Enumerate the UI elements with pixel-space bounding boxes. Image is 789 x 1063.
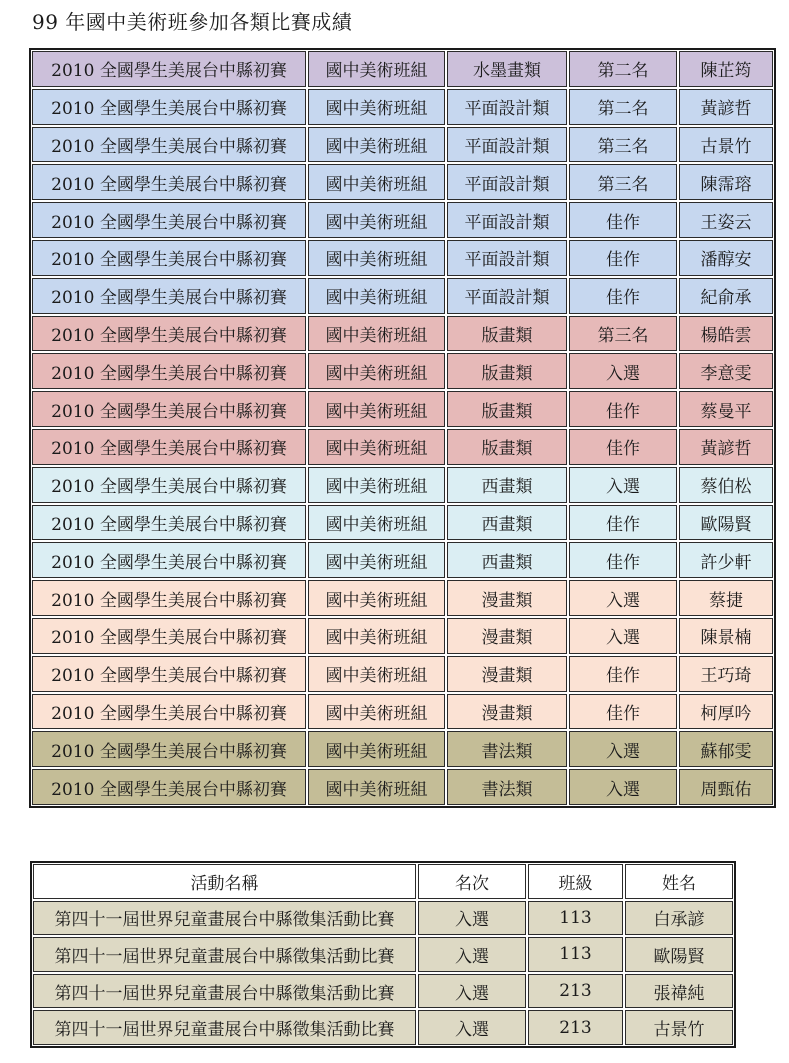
cell-contest: 2010 全國學生美展台中縣初賽 bbox=[31, 693, 307, 731]
cell-group: 國中美術班組 bbox=[307, 768, 446, 806]
table-row bbox=[31, 655, 774, 693]
cell-contest: 2010 全國學生美展台中縣初賽 bbox=[31, 163, 307, 201]
table-row bbox=[31, 50, 774, 88]
results-table bbox=[29, 48, 776, 808]
cell-category: 西畫類 bbox=[446, 541, 568, 579]
cell-group: 國中美術班組 bbox=[307, 655, 446, 693]
cell-name: 李意雯 bbox=[678, 352, 774, 390]
cell-group: 國中美術班組 bbox=[307, 466, 446, 504]
cell-rank: 佳作 bbox=[568, 504, 678, 542]
cell-contest: 2010 全國學生美展台中縣初賽 bbox=[31, 730, 307, 768]
cell-category: 版畫類 bbox=[446, 390, 568, 428]
cell-category: 平面設計類 bbox=[446, 239, 568, 277]
cell-activity: 第四十一屆世界兒童畫展台中縣徵集活動比賽 bbox=[32, 1009, 417, 1046]
cell-group: 國中美術班組 bbox=[307, 617, 446, 655]
cell-category: 水墨畫類 bbox=[446, 50, 568, 88]
cell-group: 國中美術班組 bbox=[307, 579, 446, 617]
cell-rank: 入選 bbox=[568, 579, 678, 617]
page-title: 99 年國中美術班參加各類比賽成績 bbox=[32, 10, 353, 34]
cell-contest: 2010 全國學生美展台中縣初賽 bbox=[31, 50, 307, 88]
cell-category: 平面設計類 bbox=[446, 163, 568, 201]
table-row bbox=[31, 428, 774, 466]
header-rank: 名次 bbox=[417, 863, 527, 900]
cell-category: 漫畫類 bbox=[446, 693, 568, 731]
cell-rank: 入選 bbox=[417, 900, 527, 937]
table-row bbox=[32, 936, 734, 973]
cell-rank: 入選 bbox=[417, 973, 527, 1010]
cell-contest: 2010 全國學生美展台中縣初賽 bbox=[31, 768, 307, 806]
cell-rank: 入選 bbox=[568, 617, 678, 655]
cell-contest: 2010 全國學生美展台中縣初賽 bbox=[31, 239, 307, 277]
cell-contest: 2010 全國學生美展台中縣初賽 bbox=[31, 126, 307, 164]
table-row bbox=[31, 466, 774, 504]
table-row bbox=[31, 239, 774, 277]
cell-name: 王姿云 bbox=[678, 201, 774, 239]
cell-rank: 佳作 bbox=[568, 428, 678, 466]
cell-rank: 入選 bbox=[568, 768, 678, 806]
table-row bbox=[31, 88, 774, 126]
cell-name: 王巧琦 bbox=[678, 655, 774, 693]
cell-name: 蘇郁雯 bbox=[678, 730, 774, 768]
cell-name: 許少軒 bbox=[678, 541, 774, 579]
cell-category: 平面設計類 bbox=[446, 126, 568, 164]
cell-group: 國中美術班組 bbox=[307, 126, 446, 164]
cell-name: 蔡曼平 bbox=[678, 390, 774, 428]
table-row bbox=[31, 768, 774, 806]
cell-group: 國中美術班組 bbox=[307, 88, 446, 126]
table-row bbox=[31, 163, 774, 201]
cell-name: 陳芷筠 bbox=[678, 50, 774, 88]
table-row bbox=[31, 390, 774, 428]
activity-table bbox=[30, 861, 736, 1048]
cell-rank: 第二名 bbox=[568, 50, 678, 88]
cell-class: 213 bbox=[527, 973, 624, 1010]
cell-name: 潘醇安 bbox=[678, 239, 774, 277]
cell-category: 版畫類 bbox=[446, 428, 568, 466]
cell-rank: 佳作 bbox=[568, 277, 678, 315]
cell-group: 國中美術班組 bbox=[307, 693, 446, 731]
cell-rank: 入選 bbox=[417, 1009, 527, 1046]
cell-activity: 第四十一屆世界兒童畫展台中縣徵集活動比賽 bbox=[32, 936, 417, 973]
cell-category: 漫畫類 bbox=[446, 655, 568, 693]
cell-group: 國中美術班組 bbox=[307, 163, 446, 201]
cell-name: 周甄佑 bbox=[678, 768, 774, 806]
results-table-body bbox=[31, 50, 774, 806]
cell-name: 柯厚吟 bbox=[678, 693, 774, 731]
table-row bbox=[31, 579, 774, 617]
table-row bbox=[31, 126, 774, 164]
cell-category: 漫畫類 bbox=[446, 579, 568, 617]
cell-contest: 2010 全國學生美展台中縣初賽 bbox=[31, 201, 307, 239]
cell-class: 113 bbox=[527, 936, 624, 973]
cell-group: 國中美術班組 bbox=[307, 315, 446, 353]
table-row bbox=[31, 315, 774, 353]
cell-contest: 2010 全國學生美展台中縣初賽 bbox=[31, 88, 307, 126]
cell-name: 楊皓雲 bbox=[678, 315, 774, 353]
header-name: 姓名 bbox=[624, 863, 734, 900]
cell-rank: 入選 bbox=[568, 466, 678, 504]
cell-rank: 佳作 bbox=[568, 201, 678, 239]
cell-name: 陳霈瑢 bbox=[678, 163, 774, 201]
cell-contest: 2010 全國學生美展台中縣初賽 bbox=[31, 655, 307, 693]
cell-group: 國中美術班組 bbox=[307, 277, 446, 315]
table-row bbox=[31, 541, 774, 579]
cell-contest: 2010 全國學生美展台中縣初賽 bbox=[31, 428, 307, 466]
cell-contest: 2010 全國學生美展台中縣初賽 bbox=[31, 617, 307, 655]
cell-category: 書法類 bbox=[446, 768, 568, 806]
activity-table-body bbox=[32, 900, 734, 1046]
cell-name: 蔡捷 bbox=[678, 579, 774, 617]
cell-rank: 入選 bbox=[568, 730, 678, 768]
cell-name: 黃諺哲 bbox=[678, 88, 774, 126]
cell-rank: 第三名 bbox=[568, 163, 678, 201]
cell-category: 平面設計類 bbox=[446, 277, 568, 315]
cell-class: 213 bbox=[527, 1009, 624, 1046]
table-row bbox=[31, 352, 774, 390]
cell-group: 國中美術班組 bbox=[307, 352, 446, 390]
cell-name: 蔡伯松 bbox=[678, 466, 774, 504]
activity-table-header bbox=[32, 863, 734, 900]
cell-category: 西畫類 bbox=[446, 466, 568, 504]
cell-contest: 2010 全國學生美展台中縣初賽 bbox=[31, 466, 307, 504]
cell-name: 歐陽賢 bbox=[678, 504, 774, 542]
cell-group: 國中美術班組 bbox=[307, 390, 446, 428]
cell-category: 平面設計類 bbox=[446, 201, 568, 239]
cell-group: 國中美術班組 bbox=[307, 201, 446, 239]
cell-rank: 佳作 bbox=[568, 390, 678, 428]
cell-category: 書法類 bbox=[446, 730, 568, 768]
cell-activity: 第四十一屆世界兒童畫展台中縣徵集活動比賽 bbox=[32, 973, 417, 1010]
cell-contest: 2010 全國學生美展台中縣初賽 bbox=[31, 390, 307, 428]
cell-category: 漫畫類 bbox=[446, 617, 568, 655]
cell-category: 平面設計類 bbox=[446, 88, 568, 126]
table-row bbox=[32, 1009, 734, 1046]
cell-activity: 第四十一屆世界兒童畫展台中縣徵集活動比賽 bbox=[32, 900, 417, 937]
cell-name: 張禕純 bbox=[624, 973, 734, 1010]
cell-name: 歐陽賢 bbox=[624, 936, 734, 973]
cell-name: 白承諺 bbox=[624, 900, 734, 937]
cell-rank: 佳作 bbox=[568, 239, 678, 277]
cell-contest: 2010 全國學生美展台中縣初賽 bbox=[31, 541, 307, 579]
cell-contest: 2010 全國學生美展台中縣初賽 bbox=[31, 277, 307, 315]
cell-rank: 第三名 bbox=[568, 315, 678, 353]
cell-rank: 佳作 bbox=[568, 655, 678, 693]
cell-name: 古景竹 bbox=[624, 1009, 734, 1046]
cell-group: 國中美術班組 bbox=[307, 428, 446, 466]
cell-rank: 第二名 bbox=[568, 88, 678, 126]
cell-contest: 2010 全國學生美展台中縣初賽 bbox=[31, 352, 307, 390]
header-activity: 活動名稱 bbox=[32, 863, 417, 900]
cell-contest: 2010 全國學生美展台中縣初賽 bbox=[31, 315, 307, 353]
table-row bbox=[31, 277, 774, 315]
cell-group: 國中美術班組 bbox=[307, 239, 446, 277]
cell-category: 版畫類 bbox=[446, 352, 568, 390]
cell-group: 國中美術班組 bbox=[307, 50, 446, 88]
table-row bbox=[31, 504, 774, 542]
table-row bbox=[31, 617, 774, 655]
table-row bbox=[31, 730, 774, 768]
cell-category: 版畫類 bbox=[446, 315, 568, 353]
table-row bbox=[32, 973, 734, 1010]
cell-rank: 佳作 bbox=[568, 541, 678, 579]
cell-name: 黃諺哲 bbox=[678, 428, 774, 466]
cell-name: 陳景楠 bbox=[678, 617, 774, 655]
cell-group: 國中美術班組 bbox=[307, 504, 446, 542]
cell-group: 國中美術班組 bbox=[307, 541, 446, 579]
cell-name: 古景竹 bbox=[678, 126, 774, 164]
cell-rank: 入選 bbox=[417, 936, 527, 973]
cell-rank: 入選 bbox=[568, 352, 678, 390]
cell-category: 西畫類 bbox=[446, 504, 568, 542]
cell-contest: 2010 全國學生美展台中縣初賽 bbox=[31, 504, 307, 542]
header-class: 班級 bbox=[527, 863, 624, 900]
table-row bbox=[31, 693, 774, 731]
cell-name: 紀俞承 bbox=[678, 277, 774, 315]
cell-rank: 第三名 bbox=[568, 126, 678, 164]
cell-class: 113 bbox=[527, 900, 624, 937]
cell-rank: 佳作 bbox=[568, 693, 678, 731]
table-row bbox=[31, 201, 774, 239]
cell-group: 國中美術班組 bbox=[307, 730, 446, 768]
table-row bbox=[32, 900, 734, 937]
cell-contest: 2010 全國學生美展台中縣初賽 bbox=[31, 579, 307, 617]
